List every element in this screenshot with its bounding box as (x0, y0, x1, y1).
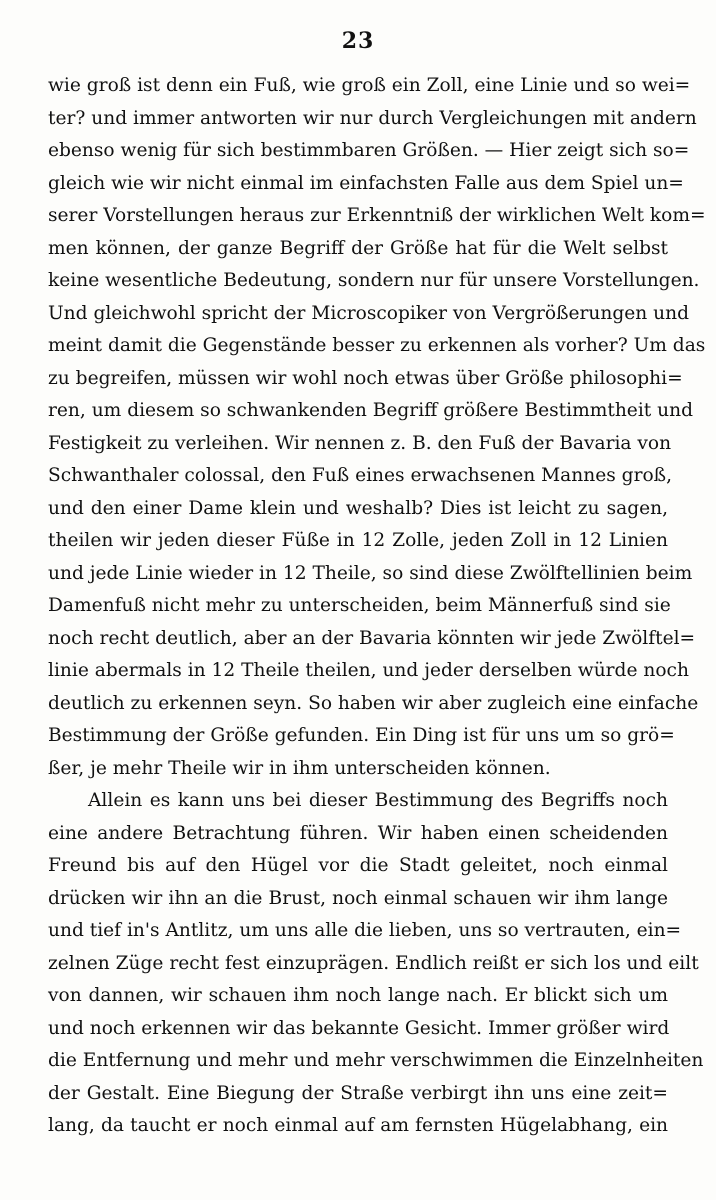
text-line: drücken wir ihn an die Brust, noch einmal schauen wir ihm lange (48, 887, 668, 909)
body-text (48, 70, 706, 1143)
text-line: noch recht deutlich, aber an der Bavaria könnten wir jede Zwölftel= (48, 627, 696, 649)
text-line: zelnen Züge recht fest einzuprägen. Endlich reißt er sich los und eilt (48, 952, 699, 974)
text-line: der Gestalt. Eine Biegung der Straße verbirgt ihn uns eine zeit= (48, 1082, 668, 1104)
text-line: Freund bis auf den Hügel vor die Stadt geleitet, noch einmal (48, 855, 668, 876)
text-line: gleich wie wir nicht einmal im einfachsten Falle aus dem Spiel un= (48, 172, 684, 194)
text-line: men können, der ganze Begriff der Größe hat für die Welt selbst (48, 237, 668, 259)
text-line: meint damit die Gegenstände besser zu erkennen als vorher? Um das (48, 335, 706, 356)
text-line: und jede Linie wieder in 12 Theile, so sind diese Zwölftellinien beim (48, 562, 693, 584)
text-line: eine andere Betrachtung führen. Wir haben einen scheidenden (48, 822, 668, 844)
text-line: lang, da taucht er noch einmal auf am fernsten Hügelabhang, ein (48, 1115, 668, 1136)
text-line: und tief in's Antlitz, um uns alle die lieben, uns so vertrauten, ein= (48, 920, 682, 941)
paragraph (48, 70, 706, 785)
text-line: ßer, je mehr Theile wir in ihm unterscheiden können. (48, 757, 551, 779)
text-line: ter? und immer antworten wir nur durch Vergleichungen mit andern (48, 107, 697, 129)
text-line: theilen wir jeden dieser Füße in 12 Zolle, jeden Zoll in 12 Linien (48, 530, 668, 551)
text-line: und noch erkennen wir das bekannte Gesicht. Immer größer wird (48, 1017, 670, 1039)
text-line: Damenfuß nicht mehr zu unterscheiden, beim Männerfuß sind sie (48, 595, 671, 616)
text-line: Schwanthaler colossal, den Fuß eines erwachsenen Mannes groß, (48, 465, 672, 486)
page-number: 23 (341, 28, 375, 54)
text-line: von dannen, wir schauen ihm noch lange nach. Er blickt sich um (48, 985, 668, 1006)
text-line: wie groß ist denn ein Fuß, wie groß ein Zoll, eine Linie und so wei= (48, 75, 691, 96)
text-line: ren, um diesem so schwankenden Begriff größere Bestimmtheit und (48, 400, 693, 421)
text-line: Festigkeit zu verleihen. Wir nennen z. B. den Fuß der Bavaria von (48, 432, 672, 454)
text-line: Bestimmung der Größe gefunden. Ein Ding ist für uns um so grö= (48, 725, 675, 746)
text-line: keine wesentliche Bedeutung, sondern nur für unsere Vorstellungen. (48, 270, 700, 291)
text-line: Allein es kann uns bei dieser Bestimmung des Begriffs noch (88, 790, 668, 811)
text-line: deutlich zu erkennen seyn. So haben wir aber zugleich eine einfache (48, 692, 699, 714)
text-line: Und gleichwohl spricht der Microscopiker von Vergrößerungen und (48, 302, 689, 324)
text-line: die Entfernung und mehr und mehr verschwimmen die Einzelnheiten (48, 1050, 704, 1071)
text-line: zu begreifen, müssen wir wohl noch etwas über Größe philosophi= (48, 367, 683, 389)
text-line: und den einer Dame klein und weshalb? Dies ist leicht zu sagen, (48, 497, 668, 519)
text-line: ebenso wenig für sich bestimmbaren Größen. — Hier zeigt sich so= (48, 140, 690, 161)
paragraph (48, 785, 704, 1143)
text-line: linie abermals in 12 Theile theilen, und jeder derselben würde noch (48, 660, 689, 681)
text-line: serer Vorstellungen heraus zur Erkenntniß der wirklichen Welt kom= (48, 205, 706, 226)
